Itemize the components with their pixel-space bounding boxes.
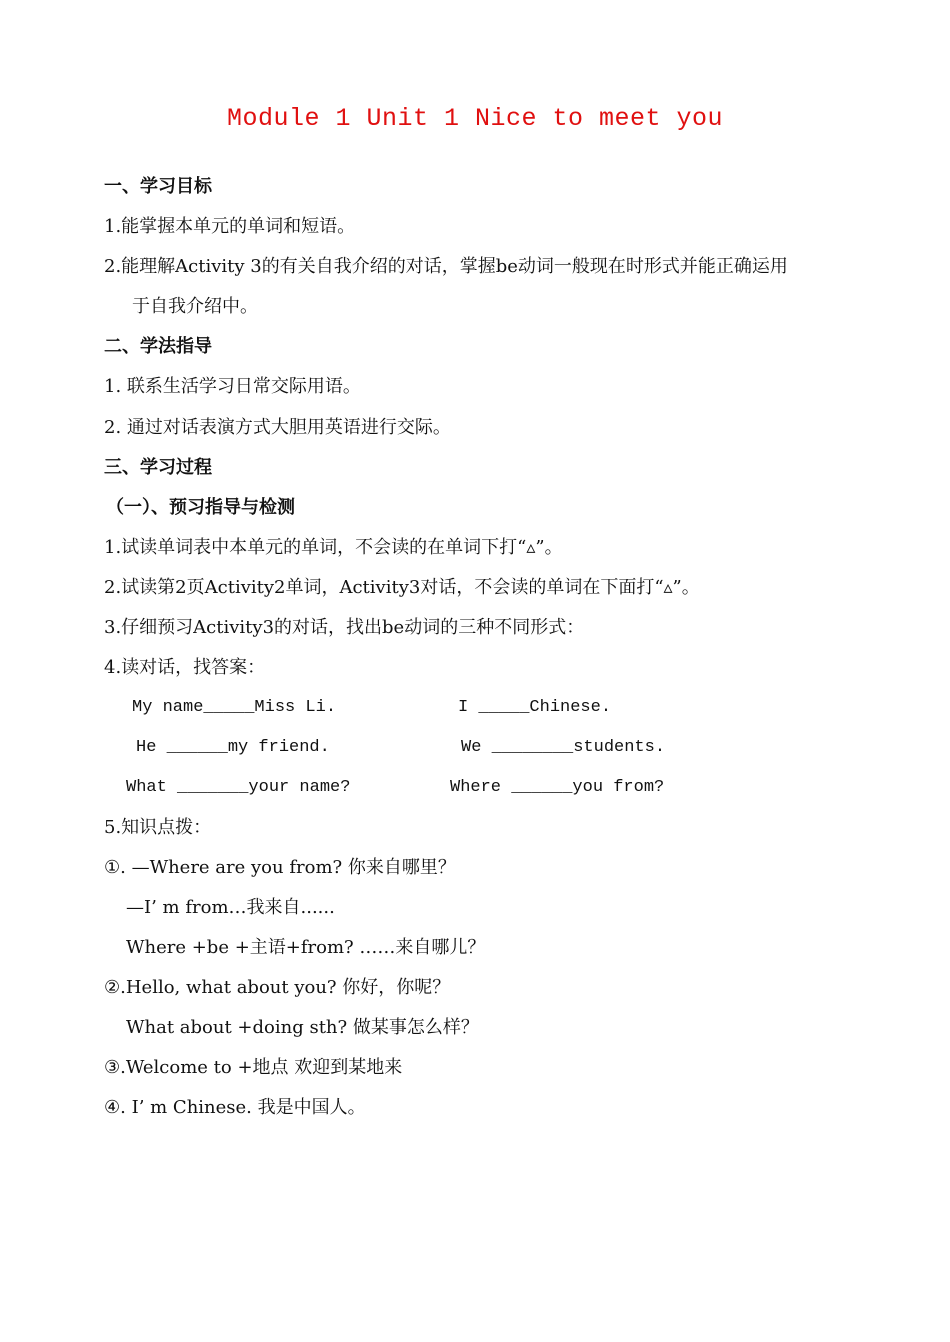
knowledge-point-2-pattern: What about +doing sth? 做某事怎么样？: [126, 1017, 479, 1038]
knowledge-point-3: ③.Welcome to +地点 欢迎到某地来: [104, 1057, 403, 1078]
exercise-sentence: He ______my friend.: [136, 738, 330, 757]
section-3-item-4: 4.读对话，找答案：: [104, 657, 266, 678]
section-2-heading: 二、学法指导: [104, 336, 212, 357]
section-3-item-1: 1.试读单词表中本单元的单词，不会读的在单词下打“▵”。: [104, 537, 563, 558]
section-3-item-3: 3.仔细预习Activity3的对话，找出be动词的三种不同形式：: [104, 617, 585, 638]
exercise-sentence: My name_____Miss Li.: [132, 698, 337, 717]
knowledge-point-4: ④. I’ m Chinese. 我是中国人。: [104, 1097, 366, 1118]
knowledge-point-2: ②.Hello, what about you? 你好，你呢？: [104, 977, 451, 998]
section-1-heading: 一、学习目标: [104, 176, 212, 197]
exercise-sentence: Where ______you from?: [450, 778, 665, 797]
section-1-item-1: 1.能掌握本单元的单词和短语。: [104, 216, 356, 237]
section-3-subheading: （一）、预习指导与检测: [106, 497, 295, 518]
section-1-item-2-continued: 于自我介绍中。: [132, 296, 258, 317]
section-3-heading: 三、学习过程: [104, 457, 212, 478]
knowledge-point-1-reply: —I’ m from…我来自......: [126, 897, 335, 918]
page-title: Module 1 Unit 1 Nice to meet you: [226, 104, 724, 133]
section-1-item-2: 2.能理解Activity 3的有关自我介绍的对话，掌握be动词一般现在时形式并能正确运用: [104, 256, 788, 277]
section-3-item-5: 5.知识点拨：: [104, 817, 212, 838]
exercise-sentence: What _______your name?: [126, 778, 351, 797]
knowledge-point-1: ①. —Where are you from? 你来自哪里？: [104, 857, 456, 878]
section-2-item-2: 2. 通过对话表演方式大胆用英语进行交际。: [104, 417, 451, 438]
exercise-sentence: I _____Chinese.: [458, 698, 612, 717]
exercise-sentence: We ________students.: [461, 738, 666, 757]
section-2-item-1: 1. 联系生活学习日常交际用语。: [104, 376, 361, 397]
section-3-item-2: 2.试读第2页Activity2单词，Activity3对话，不会读的单词在下面打“▵”。: [104, 577, 700, 598]
knowledge-point-1-pattern: Where +be +主语+from? ……来自哪儿？: [126, 937, 486, 958]
